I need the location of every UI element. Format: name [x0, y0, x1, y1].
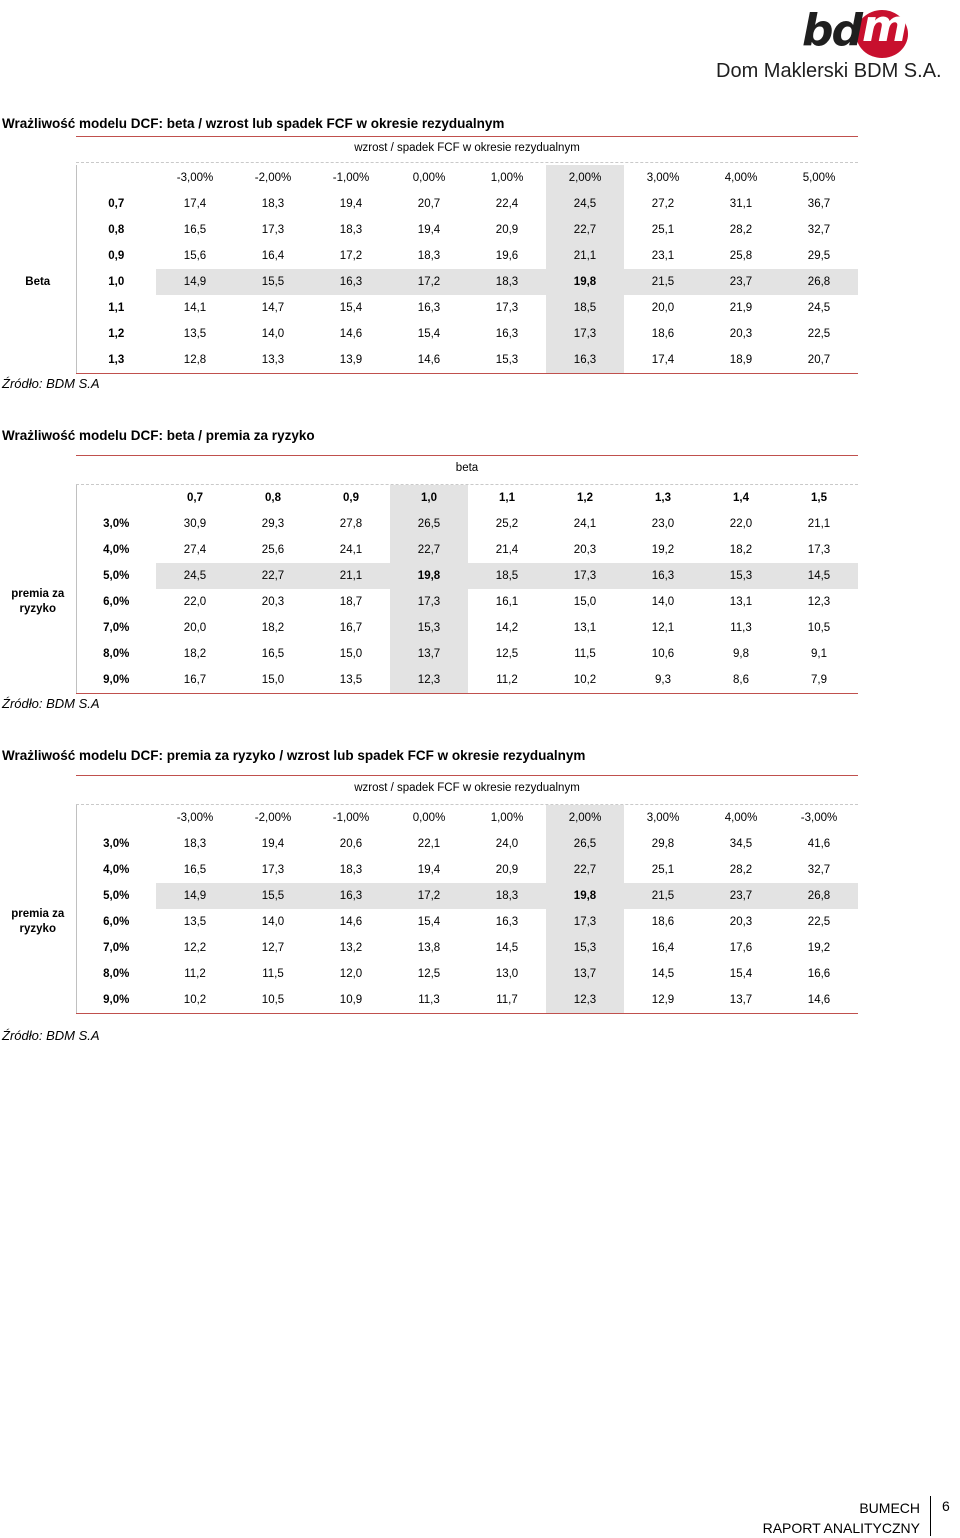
- table-cell: 18,6: [651, 916, 675, 928]
- table-top-rule: [76, 455, 858, 456]
- table-cell: 20,7: [807, 354, 831, 366]
- row-header: 0,8: [108, 224, 125, 236]
- table-cell: 12,5: [417, 968, 441, 980]
- table-top-rule: [76, 136, 858, 137]
- table-cell: 22,5: [807, 916, 831, 928]
- table-cell: 17,3: [807, 544, 831, 556]
- table-cell: 14,0: [261, 916, 285, 928]
- table-cell: 19,8: [390, 563, 468, 589]
- table-cell: 17,4: [183, 198, 207, 210]
- table-cell: 32,7: [807, 224, 831, 236]
- page-footer: [763, 1498, 920, 1538]
- table-cell: 13,7: [729, 994, 753, 1006]
- row-header: 4,0%: [103, 544, 130, 556]
- table-cell: 19,4: [417, 224, 441, 236]
- table-cell: 25,1: [651, 224, 675, 236]
- table-cell: 15,3: [702, 563, 780, 589]
- table-cell: 20,3: [729, 328, 753, 340]
- table-cell: 18,3: [417, 250, 441, 262]
- row-header: 8,0%: [103, 968, 130, 980]
- table-row: [0, 191, 858, 217]
- table-cell: 15,3: [546, 935, 624, 961]
- column-group-header: wzrost / spadek FCF w okresie rezydualnym: [354, 142, 580, 154]
- row-header: 3,0%: [103, 838, 130, 850]
- table-cell: 17,3: [261, 224, 285, 236]
- table-cell: 12,5: [495, 648, 519, 660]
- column-header: 5,00%: [802, 172, 836, 184]
- table-cell: 13,3: [261, 354, 285, 366]
- table-cell: 12,8: [183, 354, 207, 366]
- table-cell: 14,0: [651, 596, 675, 608]
- table-cell: 14,9: [156, 269, 234, 295]
- table-cell: 21,1: [546, 243, 624, 269]
- table-cell: 15,3: [390, 615, 468, 641]
- table-cell: 16,1: [495, 596, 519, 608]
- table-cell: 19,2: [651, 544, 675, 556]
- table-cell: 19,4: [261, 838, 285, 850]
- table-row: [0, 217, 858, 243]
- table-title: Wrażliwość modelu DCF: premia za ryzyko / wzrost lub spadek FCF w okresie rezydualnym: [2, 748, 586, 763]
- row-group-label: Beta: [0, 191, 76, 373]
- column-header: 1,4: [733, 492, 749, 504]
- table-cell: 13,5: [183, 328, 207, 340]
- table-cell: 16,7: [183, 674, 207, 686]
- table-cell: 19,8: [546, 883, 624, 909]
- logo-mark-bd: bd: [802, 5, 861, 56]
- table-cell: 29,3: [261, 518, 285, 530]
- table-cell: 16,4: [261, 250, 285, 262]
- column-header: 4,00%: [724, 812, 758, 824]
- row-group-label: premia za ryzyko: [0, 511, 76, 693]
- table-cell: 16,5: [261, 648, 285, 660]
- column-header: 0,00%: [412, 172, 446, 184]
- footer-report-type: RAPORT ANALITYCZNY: [762, 1520, 920, 1536]
- column-header-row: [0, 485, 858, 511]
- sensitivity-table: [0, 165, 859, 373]
- table-cell: 23,7: [702, 269, 780, 295]
- table-cell: 19,8: [546, 269, 624, 295]
- table-cell: 12,9: [651, 994, 675, 1006]
- table-cell: 17,3: [546, 909, 624, 935]
- table-cell: 19,4: [339, 198, 363, 210]
- table-cell: 26,5: [390, 511, 468, 537]
- table-cell: 22,5: [807, 328, 831, 340]
- table-cell: 13,0: [495, 968, 519, 980]
- row-header: 9,0%: [103, 674, 130, 686]
- table-cell: 15,0: [261, 674, 285, 686]
- column-header: 3,00%: [646, 812, 680, 824]
- table-cell: 16,3: [495, 328, 519, 340]
- table-cell: 17,3: [546, 321, 624, 347]
- table-cell: 25,6: [261, 544, 285, 556]
- column-header: 4,00%: [724, 172, 758, 184]
- row-group-label: premia za ryzyko: [0, 831, 76, 1013]
- table-cell: 7,9: [811, 674, 827, 686]
- table-cell: 17,3: [495, 302, 519, 314]
- table-cell: 34,5: [729, 838, 753, 850]
- table-cell: 13,5: [183, 916, 207, 928]
- table-cell: 24,5: [546, 191, 624, 217]
- table-cell: 25,1: [651, 864, 675, 876]
- table-cell: 15,3: [495, 354, 519, 366]
- table-cell: 17,3: [390, 589, 468, 615]
- table-cell: 18,3: [339, 864, 363, 876]
- table-bottom-rule: [76, 1013, 858, 1014]
- table-cell: 16,3: [312, 883, 390, 909]
- column-header: 1,00%: [490, 812, 524, 824]
- table-title: Wrażliwość modelu DCF: beta / wzrost lub spadek FCF w okresie rezydualnym: [2, 116, 505, 131]
- table-row: [0, 641, 858, 667]
- column-header: -3,00%: [176, 172, 214, 184]
- table-cell: 20,3: [573, 544, 597, 556]
- row-header: 3,0%: [103, 518, 130, 530]
- table-cell: 14,2: [495, 622, 519, 634]
- table-cell: 11,5: [574, 648, 596, 660]
- table-title: Wrażliwość modelu DCF: beta / premia za ryzyko: [2, 428, 315, 443]
- table-cell: 23,1: [651, 250, 675, 262]
- table-cell: 16,3: [417, 302, 441, 314]
- table-cell: 15,4: [417, 328, 441, 340]
- table-row: [0, 909, 858, 935]
- table-cell: 21,1: [807, 518, 831, 530]
- row-header: 1,2: [108, 328, 125, 340]
- table-cell: 11,2: [496, 674, 518, 686]
- sensitivity-table: [0, 805, 859, 1013]
- table-cell: 23,7: [702, 883, 780, 909]
- column-header: 1,5: [811, 492, 827, 504]
- column-header: -2,00%: [254, 172, 292, 184]
- table-cell: 24,1: [339, 544, 363, 556]
- table-cell: 25,8: [729, 250, 753, 262]
- table-cell: 21,5: [624, 269, 702, 295]
- row-header: 0,9: [108, 250, 125, 262]
- corner-cell: [76, 165, 156, 191]
- table-cell: 27,2: [651, 198, 675, 210]
- table-cell: 30,9: [183, 518, 207, 530]
- table-cell: 21,1: [312, 563, 390, 589]
- row-header: 5,0%: [103, 890, 130, 902]
- table-cell: 20,0: [651, 302, 675, 314]
- table-cell: 11,5: [262, 968, 284, 980]
- table-row: [0, 243, 858, 269]
- table-cell: 12,3: [546, 987, 624, 1013]
- table-row: [0, 589, 858, 615]
- page-number: 6: [942, 1498, 950, 1514]
- table-cell: 10,2: [573, 674, 597, 686]
- footer-divider: [930, 1496, 931, 1536]
- logo-company-name: Dom Maklerski BDM S.A.: [716, 60, 942, 82]
- table-cell: 22,0: [729, 518, 753, 530]
- table-row: [0, 857, 858, 883]
- table-cell: 22,7: [234, 563, 312, 589]
- table-row: [0, 615, 858, 641]
- table-cell: 24,5: [807, 302, 831, 314]
- column-header: 1,2: [577, 492, 593, 504]
- table-cell: 13,2: [339, 942, 363, 954]
- row-header: 7,0%: [103, 622, 130, 634]
- table-cell: 20,6: [339, 838, 363, 850]
- table-cell: 16,3: [495, 916, 519, 928]
- table-cell: 16,7: [339, 622, 363, 634]
- corner-cell: [76, 485, 156, 511]
- table-cell: 17,6: [729, 942, 753, 954]
- footer-company: BUMECH: [859, 1500, 920, 1516]
- table-cell: 14,6: [417, 354, 441, 366]
- table-cell: 14,5: [495, 942, 519, 954]
- logo-mark-m: m: [862, 1, 906, 52]
- table-cell: 12,3: [807, 596, 831, 608]
- table-row: [0, 987, 858, 1013]
- table-cell: 16,3: [546, 347, 624, 373]
- table-cell: 15,5: [234, 269, 312, 295]
- table-cell: 28,2: [729, 864, 753, 876]
- column-header: -1,00%: [332, 812, 370, 824]
- table-row: [0, 961, 858, 987]
- sensitivity-table: [0, 485, 859, 693]
- table-bottom-rule: [76, 693, 858, 694]
- table-cell: 18,2: [183, 648, 207, 660]
- table-cell: 18,6: [651, 328, 675, 340]
- table-cell: 26,8: [780, 883, 858, 909]
- table-cell: 22,0: [183, 596, 207, 608]
- table-cell: 18,5: [468, 563, 546, 589]
- table-cell: 23,0: [651, 518, 675, 530]
- table-cell: 11,2: [184, 968, 206, 980]
- column-header: 0,8: [265, 492, 281, 504]
- table-cell: 13,8: [417, 942, 441, 954]
- logo-mark: [802, 1, 912, 56]
- row-header: 9,0%: [103, 994, 130, 1006]
- table-cell: 10,9: [339, 994, 363, 1006]
- table-row: [0, 831, 858, 857]
- table-cell: 15,5: [234, 883, 312, 909]
- table-cell: 9,8: [733, 648, 749, 660]
- column-header: 1,00%: [490, 172, 524, 184]
- table-cell: 14,7: [261, 302, 285, 314]
- table-cell: 13,9: [339, 354, 363, 366]
- row-header: 8,0%: [103, 648, 130, 660]
- table-cell: 26,5: [546, 831, 624, 857]
- table-cell: 19,4: [417, 864, 441, 876]
- table-cell: 17,2: [390, 269, 468, 295]
- column-header: 3,00%: [646, 172, 680, 184]
- table-cell: 17,4: [651, 354, 675, 366]
- source-note: Źródło: BDM S.A: [2, 696, 100, 711]
- table-cell: 15,4: [729, 968, 753, 980]
- table-cell: 24,1: [573, 518, 597, 530]
- table-cell: 9,1: [811, 648, 827, 660]
- table-cell: 10,5: [261, 994, 285, 1006]
- table-cell: 29,5: [807, 250, 831, 262]
- column-header: -3,00%: [800, 812, 838, 824]
- table-cell: 14,9: [156, 883, 234, 909]
- table-top-rule: [76, 775, 858, 776]
- column-header: -1,00%: [332, 172, 370, 184]
- column-header: 0,00%: [412, 812, 446, 824]
- corner-cell: [76, 805, 156, 831]
- table-cell: 18,7: [339, 596, 363, 608]
- table-cell: 13,1: [573, 622, 597, 634]
- row-header: 5,0%: [103, 570, 130, 582]
- table-cell: 18,3: [339, 224, 363, 236]
- table-cell: 12,3: [390, 667, 468, 693]
- row-header: 1,3: [108, 354, 125, 366]
- table-cell: 18,5: [546, 295, 624, 321]
- table-cell: 11,3: [418, 994, 440, 1006]
- table-cell: 24,0: [495, 838, 519, 850]
- table-cell: 12,1: [651, 622, 675, 634]
- table-cell: 18,9: [729, 354, 753, 366]
- table-cell: 20,3: [261, 596, 285, 608]
- table-cell: 13,7: [546, 961, 624, 987]
- column-header-row: [0, 805, 858, 831]
- row-header: 1,1: [108, 302, 125, 314]
- column-header-row: [0, 165, 858, 191]
- table-cell: 21,4: [495, 544, 519, 556]
- row-header: 1,0: [108, 276, 125, 288]
- table-cell: 15,0: [339, 648, 363, 660]
- row-header: 4,0%: [103, 864, 130, 876]
- table-cell: 20,9: [495, 224, 519, 236]
- table-cell: 19,6: [495, 250, 519, 262]
- table-cell: 22,4: [495, 198, 519, 210]
- table-cell: 11,7: [496, 994, 518, 1006]
- table-cell: 41,6: [807, 838, 831, 850]
- table-cell: 16,3: [624, 563, 702, 589]
- table-cell: 18,3: [183, 838, 207, 850]
- table-cell: 15,6: [183, 250, 207, 262]
- column-header: 2,00%: [546, 805, 624, 831]
- table-cell: 22,1: [417, 838, 441, 850]
- table-cell: 16,6: [807, 968, 831, 980]
- company-logo: [716, 1, 960, 84]
- table-bottom-rule: [76, 373, 858, 374]
- column-header: -3,00%: [176, 812, 214, 824]
- table-cell: 16,4: [651, 942, 675, 954]
- corner-cell: [0, 805, 76, 831]
- table-cell: 16,5: [183, 864, 207, 876]
- table-cell: 27,8: [339, 518, 363, 530]
- table-cell: 22,7: [546, 857, 624, 883]
- table-cell: 14,5: [651, 968, 675, 980]
- table-cell: 20,3: [729, 916, 753, 928]
- table-cell: 21,5: [624, 883, 702, 909]
- table-cell: 17,2: [390, 883, 468, 909]
- source-note: Źródło: BDM S.A: [2, 376, 100, 391]
- table-cell: 13,7: [390, 641, 468, 667]
- column-header: 0,7: [187, 492, 203, 504]
- row-header: 6,0%: [103, 916, 130, 928]
- table-cell: 13,1: [729, 596, 753, 608]
- table-cell: 18,3: [261, 198, 285, 210]
- table-row: [0, 563, 858, 589]
- table-cell: 22,7: [390, 537, 468, 563]
- table-cell: 12,7: [261, 942, 285, 954]
- row-header: 6,0%: [103, 596, 130, 608]
- table-cell: 14,6: [807, 994, 831, 1006]
- table-row: [0, 269, 858, 295]
- table-row: [0, 295, 858, 321]
- table-cell: 10,6: [651, 648, 675, 660]
- table-cell: 20,0: [183, 622, 207, 634]
- table-cell: 16,3: [312, 269, 390, 295]
- table-cell: 18,3: [468, 883, 546, 909]
- table-cell: 10,5: [807, 622, 831, 634]
- table-cell: 17,2: [339, 250, 363, 262]
- table-cell: 18,2: [261, 622, 285, 634]
- table-cell: 28,2: [729, 224, 753, 236]
- column-header: 0,9: [343, 492, 359, 504]
- table-cell: 14,6: [339, 916, 363, 928]
- table-row: [0, 511, 858, 537]
- header-divider: [76, 162, 858, 163]
- table-row: [0, 347, 858, 373]
- table-cell: 16,5: [183, 224, 207, 236]
- column-group-header: beta: [455, 462, 479, 474]
- column-group-header: wzrost / spadek FCF w okresie rezydualnym: [354, 782, 580, 794]
- table-cell: 20,7: [417, 198, 441, 210]
- column-header: 1,3: [655, 492, 671, 504]
- column-header: 1,1: [499, 492, 515, 504]
- table-cell: 12,2: [183, 942, 207, 954]
- table-cell: 17,3: [546, 563, 624, 589]
- table-cell: 29,8: [651, 838, 675, 850]
- table-cell: 12,0: [339, 968, 363, 980]
- table-cell: 24,5: [156, 563, 234, 589]
- row-header: 0,7: [108, 198, 125, 210]
- table-cell: 15,4: [339, 302, 363, 314]
- table-row: [0, 935, 858, 961]
- table-cell: 25,2: [495, 518, 519, 530]
- table-cell: 14,6: [339, 328, 363, 340]
- table-cell: 18,2: [729, 544, 753, 556]
- table-cell: 32,7: [807, 864, 831, 876]
- table-cell: 15,0: [573, 596, 597, 608]
- table-row: [0, 321, 858, 347]
- table-cell: 20,9: [495, 864, 519, 876]
- column-header: 2,00%: [546, 165, 624, 191]
- table-row: [0, 667, 858, 693]
- table-cell: 11,3: [730, 622, 752, 634]
- column-header: 1,0: [390, 485, 468, 511]
- table-cell: 22,7: [546, 217, 624, 243]
- column-header: -2,00%: [254, 812, 292, 824]
- table-cell: 10,2: [183, 994, 207, 1006]
- row-header: 7,0%: [103, 942, 130, 954]
- table-cell: 17,3: [261, 864, 285, 876]
- table-cell: 13,5: [339, 674, 363, 686]
- table-cell: 14,1: [183, 302, 207, 314]
- corner-cell: [0, 485, 76, 511]
- source-note: Źródło: BDM S.A: [2, 1028, 100, 1043]
- table-cell: 26,8: [780, 269, 858, 295]
- table-cell: 21,9: [729, 302, 753, 314]
- table-cell: 18,3: [468, 269, 546, 295]
- table-cell: 14,5: [780, 563, 858, 589]
- table-cell: 14,0: [261, 328, 285, 340]
- table-row: [0, 883, 858, 909]
- table-cell: 15,4: [417, 916, 441, 928]
- table-row: [0, 537, 858, 563]
- table-cell: 9,3: [655, 674, 671, 686]
- table-cell: 19,2: [807, 942, 831, 954]
- table-cell: 27,4: [183, 544, 207, 556]
- corner-cell: [0, 165, 76, 191]
- table-cell: 8,6: [733, 674, 749, 686]
- table-cell: 36,7: [807, 198, 831, 210]
- table-cell: 31,1: [729, 198, 753, 210]
